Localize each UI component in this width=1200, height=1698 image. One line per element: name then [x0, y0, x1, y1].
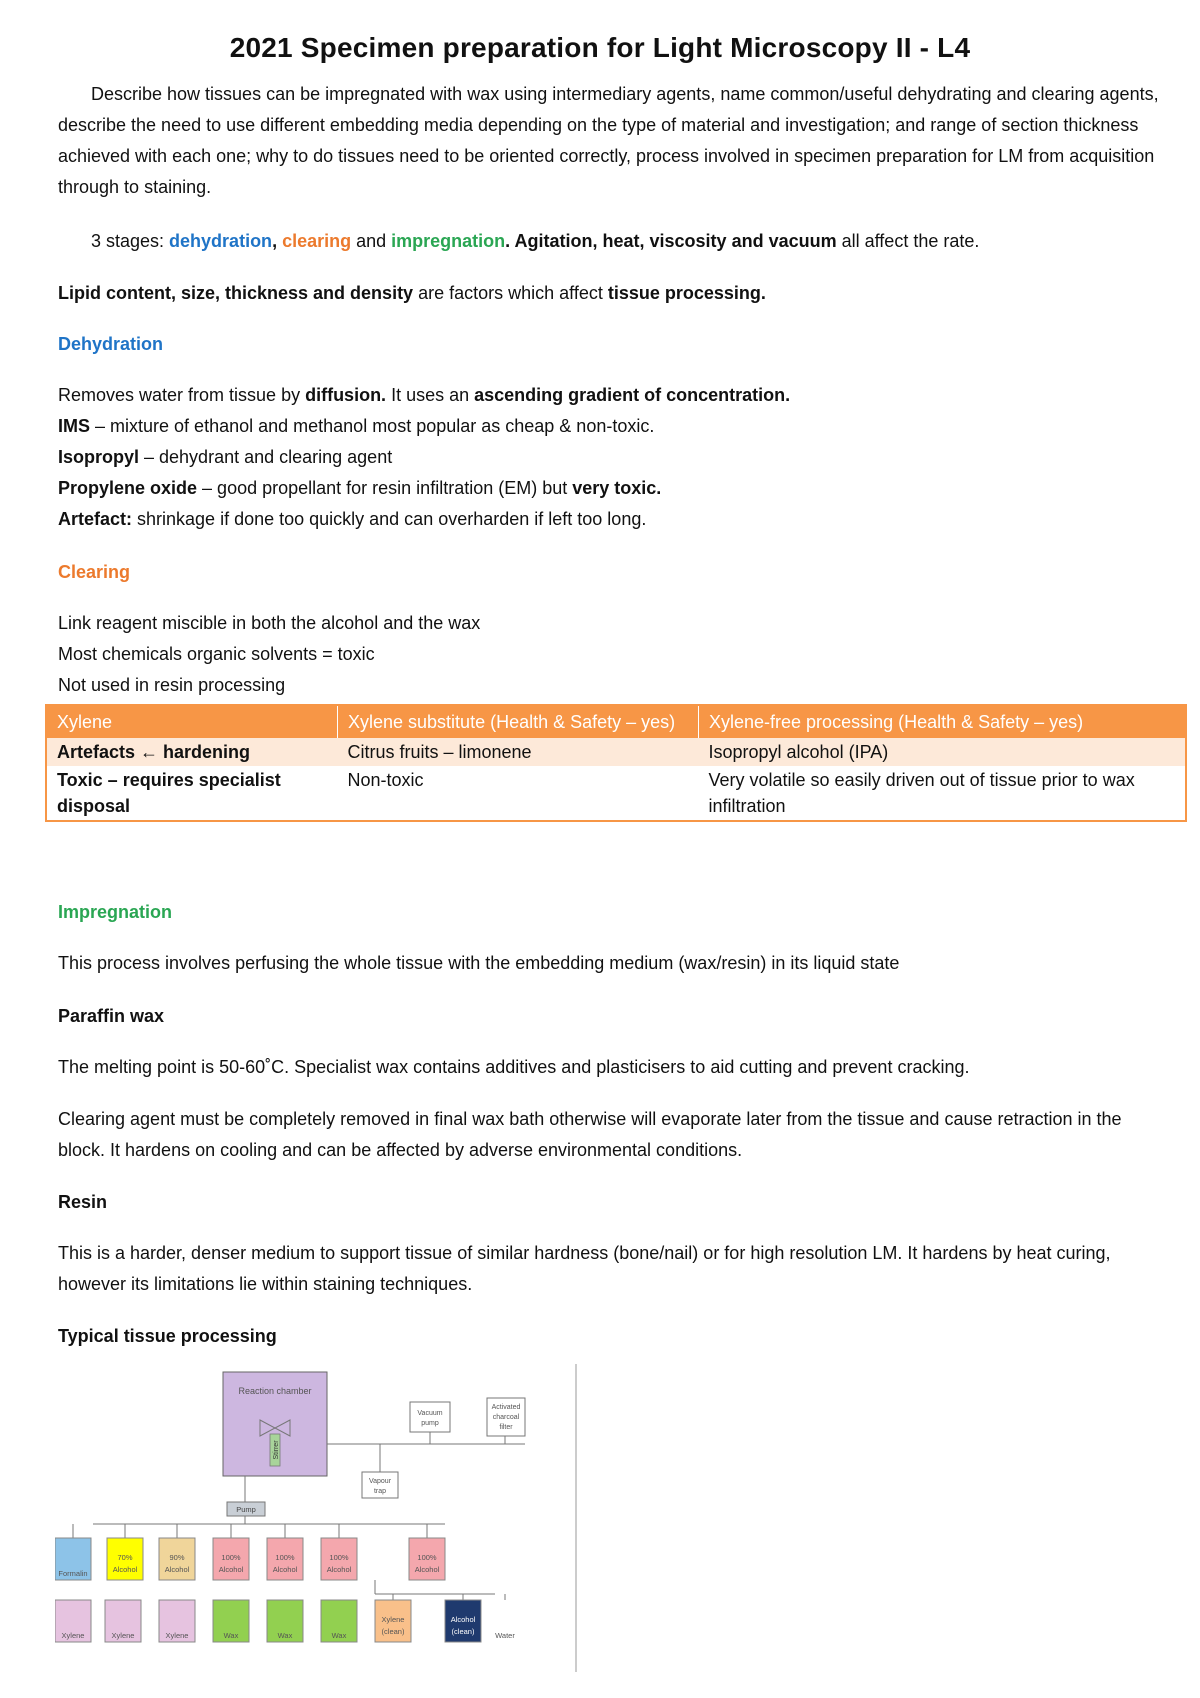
stages-comma: ,: [272, 231, 283, 251]
vessel-label: Alcohol: [164, 1565, 190, 1574]
dehydration-line-artefact: [58, 504, 1170, 535]
vessel-label: Alcohol: [414, 1565, 440, 1574]
typical-processing-heading: Typical tissue processing: [58, 1326, 277, 1346]
vessel-label: Wax: [331, 1631, 347, 1640]
stages-factors-rest: all affect the rate.: [836, 231, 980, 251]
charcoal-filter-label: Activated: [491, 1404, 521, 1411]
paraffin-paragraph-2: Clearing agent must be completely removed in final wax bath otherwise will evaporate later from the tissue and cause retraction in the block. It hardens on cooling and can be affected by adverse environmental conditions.: [58, 1109, 1122, 1160]
vapour-trap-label: trap: [373, 1488, 387, 1495]
table-header-row: [46, 705, 1186, 738]
isopropyl-term: Isopropyl: [58, 447, 140, 467]
paraffin-paragraph-1: The melting point is 50-60˚C. Specialist wax contains additives and plasticisers to aid cutting and prevent cracking.: [58, 1057, 970, 1077]
table-header: Xylene: [46, 705, 338, 738]
reagent-vessel: [105, 1600, 141, 1642]
vessel-label: Formalin: [58, 1569, 88, 1578]
lipid-factors: Lipid content, size, thickness and density: [58, 283, 414, 303]
vessel-label: Alcohol: [112, 1565, 138, 1574]
vessel-label: 70%: [117, 1553, 133, 1562]
dehydration-line-1: [58, 380, 1170, 411]
artefact-text: shrinkage if done too quickly and can overharden if left too long.: [132, 509, 647, 529]
reagent-vessel: [55, 1600, 91, 1642]
reagent-vessel: [267, 1524, 303, 1580]
dehyd-gradient: ascending gradient of concentration.: [474, 385, 791, 405]
stages-and: and: [351, 231, 392, 251]
lipid-processing: tissue processing.: [607, 283, 766, 303]
reagent-vessel: [107, 1524, 143, 1580]
reagent-vessel: [375, 1594, 411, 1642]
reagent-vessel: [321, 1600, 357, 1642]
vessel-label: Wax: [277, 1631, 293, 1640]
propylene-text: – good propellant for resin infiltration (EM) but: [197, 478, 573, 498]
clearing-line: Most chemicals organic solvents = toxic: [58, 644, 375, 664]
ims-term: IMS: [58, 416, 91, 436]
stage-clearing: clearing: [282, 231, 352, 251]
intro-paragraph: Describe how tissues can be impregnated with wax using intermediary agents, name common/useful dehydrating and clearing agents, describe the need to use different embedding media depending on the type of material and investigation; and range of section thickness achieved with each one; why to do tissues need to be oriented correctly, process involved in specimen preparation for LM from acquisition through to staining.: [58, 84, 1159, 197]
vessel-label: Xylene: [165, 1631, 189, 1640]
propylene-toxic: very toxic.: [572, 478, 662, 498]
resin-paragraph: This is a harder, denser medium to support tissue of similar hardness (bone/nail) or for high resolution LM. It hardens by heat curing, however its limitations lie within staining techniques.: [58, 1243, 1111, 1294]
table-cell: Citrus fruits – limonene: [338, 738, 699, 766]
vessel-label: 100%: [417, 1553, 437, 1562]
reagent-vessel: [213, 1524, 249, 1580]
table-cell: Toxic – requires specialist disposal: [46, 766, 338, 821]
table-row: [46, 766, 1186, 821]
dehydration-line-propylene: [58, 473, 1170, 504]
impregnation-intro: This process involves perfusing the whole tissue with the embedding medium (wax/resin) in its liquid state: [58, 953, 900, 973]
dehydration-line-ims: [58, 411, 1170, 442]
vessel-label: 100%: [221, 1553, 241, 1562]
vessel-label: Water: [495, 1631, 515, 1640]
vacuum-pump-box: [410, 1402, 450, 1432]
vessel-label: Alcohol: [450, 1615, 476, 1624]
reagent-vessel: [55, 1524, 91, 1580]
vessel-label: Alcohol: [326, 1565, 352, 1574]
reaction-chamber-label: Reaction chamber: [238, 1386, 312, 1396]
dehydration-block: [58, 380, 1170, 535]
clearing-heading: Clearing: [58, 562, 131, 582]
table-header: Xylene-free processing (Health & Safety – yes): [699, 705, 1187, 738]
dehyd-text-a: Removes water from tissue by: [58, 385, 306, 405]
dehyd-text-c: It uses an: [386, 385, 475, 405]
propylene-term: Propylene oxide: [58, 478, 198, 498]
vessel-label: 100%: [329, 1553, 349, 1562]
reagent-vessel: [321, 1524, 357, 1580]
vessel-label: Alcohol: [218, 1565, 244, 1574]
clearing-block: [58, 608, 1170, 701]
paraffin-heading: Paraffin wax: [58, 1006, 165, 1026]
table-cell: Artefacts ← hardening: [46, 738, 338, 766]
vessel-label: Alcohol: [272, 1565, 298, 1574]
vacuum-pump-label: pump: [421, 1420, 439, 1427]
vessel-label: Wax: [223, 1631, 239, 1640]
vapour-trap-label: Vapour: [368, 1478, 392, 1485]
vessel-label: Xylene: [381, 1615, 405, 1624]
lipid-line: [58, 278, 1170, 309]
reagent-vessel: [487, 1594, 523, 1642]
stage-impregnation: impregnation: [391, 231, 506, 251]
reagent-vessel: [409, 1524, 445, 1580]
vessel-label: 100%: [275, 1553, 295, 1562]
reagent-vessel: [445, 1594, 481, 1642]
table-cell: Non-toxic: [338, 766, 699, 821]
vessel-label: (clean): [451, 1627, 475, 1636]
impregnation-heading: Impregnation: [58, 902, 173, 922]
reagent-vessel: [159, 1524, 195, 1580]
table-row: [46, 738, 1186, 766]
dehydration-line-isopropyl: [58, 442, 1170, 473]
clearing-line: Link reagent miscible in both the alcohol and the wax: [58, 613, 481, 633]
dehyd-diffusion: diffusion.: [305, 385, 387, 405]
vessel-label: Xylene: [111, 1631, 135, 1640]
lipid-mid: are factors which affect: [413, 283, 608, 303]
ims-text: – mixture of ethanol and methanol most popular as cheap & non-toxic.: [90, 416, 655, 436]
tissue-processing-diagram: [55, 1364, 585, 1674]
clearing-line: Not used in resin processing: [58, 675, 286, 695]
isopropyl-text: – dehydrant and clearing agent: [139, 447, 393, 467]
reagent-vessel: [159, 1600, 195, 1642]
reagent-vessel: [267, 1600, 303, 1642]
charcoal-filter-label: charcoal: [492, 1414, 520, 1421]
stages-prefix: 3 stages:: [91, 231, 170, 251]
page-title: 2021 Specimen preparation for Light Microscopy II - L4: [229, 32, 971, 63]
vacuum-pump-label: Vacuum: [417, 1410, 443, 1417]
stages-factors: Agitation, heat, viscosity and vacuum: [510, 231, 837, 251]
vessel-label: Xylene: [61, 1631, 85, 1640]
reagent-vessel: [213, 1600, 249, 1642]
table-cell: Very volatile so easily driven out of tissue prior to wax infiltration: [699, 766, 1187, 821]
charcoal-filter-label: filter: [499, 1424, 513, 1431]
stages-line: [58, 226, 1170, 257]
vessel-label: 90%: [169, 1553, 185, 1562]
stage-dehydration: dehydration: [169, 231, 273, 251]
stages-dot: .: [505, 231, 511, 251]
table-header: Xylene substitute (Health & Safety – yes): [338, 705, 699, 738]
artefact-term: Artefact:: [58, 509, 133, 529]
dehydration-heading: Dehydration: [58, 334, 164, 354]
stirrer-label: Stirrer: [273, 1440, 280, 1460]
clearing-table: [45, 704, 1187, 822]
table-cell: Isopropyl alcohol (IPA): [699, 738, 1187, 766]
pump-label: Pump: [236, 1505, 256, 1514]
vessel-label: (clean): [381, 1627, 405, 1636]
resin-heading: Resin: [58, 1192, 108, 1212]
